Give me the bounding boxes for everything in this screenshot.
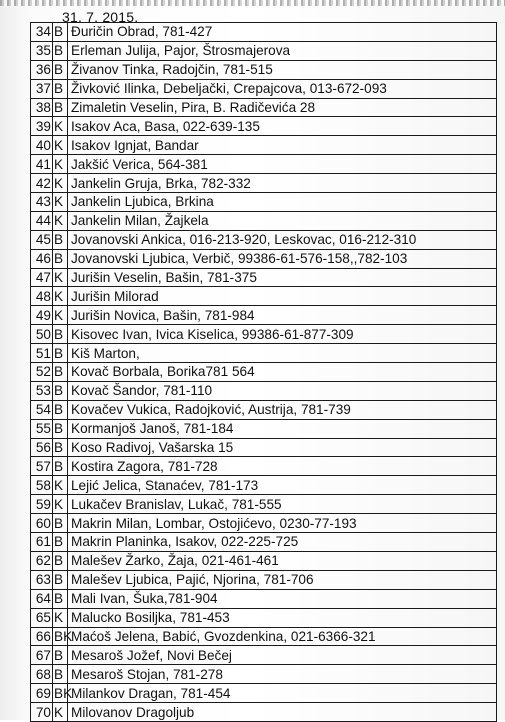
row-category: B: [53, 325, 68, 344]
row-category: B: [53, 230, 68, 249]
row-contact-info: Živković Ilinka, Debeljački, Crepajcova, 013-672-093: [68, 79, 497, 98]
row-category: K: [53, 136, 68, 155]
row-contact-info: Koso Radivoj, Vašarska 15: [68, 438, 497, 457]
row-contact-info: Lejić Jelica, Stanaćev, 781-173: [68, 476, 497, 495]
table-row: [31, 570, 497, 589]
row-number: 63: [31, 570, 53, 589]
table-row: [31, 589, 497, 608]
row-number: 53: [31, 381, 53, 400]
row-number: 58: [31, 476, 53, 495]
table-row: [31, 325, 497, 344]
row-number: 43: [31, 193, 53, 212]
row-category: B: [53, 79, 68, 98]
row-category: B: [53, 23, 68, 42]
table-row: [31, 193, 497, 212]
row-number: 66: [31, 627, 53, 646]
row-contact-info: Mali Ivan, Šuka,781-904: [68, 589, 497, 608]
table-row: [31, 155, 497, 174]
row-contact-info: Jankelin Ljubica, Brkina: [68, 193, 497, 212]
row-number: 64: [31, 589, 53, 608]
row-category: K: [53, 608, 68, 627]
row-number: 39: [31, 117, 53, 136]
row-category: K: [53, 495, 68, 514]
row-category: B: [53, 438, 68, 457]
row-category: B: [53, 570, 68, 589]
table-row: [31, 476, 497, 495]
row-contact-info: Mesaroš Stojan, 781-278: [68, 665, 497, 684]
row-contact-info: Makrin Planinka, Isakov, 022-225-725: [68, 533, 497, 552]
row-number: 65: [31, 608, 53, 627]
row-number: 68: [31, 665, 53, 684]
table-row: [31, 551, 497, 570]
row-category: B: [53, 60, 68, 79]
row-contact-info: Kovač Šandor, 781-110: [68, 381, 497, 400]
row-category: B: [53, 533, 68, 552]
scan-edge: [0, 0, 505, 6]
row-number: 47: [31, 268, 53, 287]
row-category: B: [53, 400, 68, 419]
contact-table-body: [31, 23, 497, 722]
row-number: 42: [31, 174, 53, 193]
row-contact-info: Malešev Žarko, Žaja, 021-461-461: [68, 551, 497, 570]
row-number: 35: [31, 41, 53, 60]
row-number: 46: [31, 249, 53, 268]
row-number: 60: [31, 514, 53, 533]
row-number: 48: [31, 287, 53, 306]
row-category: B: [53, 344, 68, 363]
row-category: K: [53, 174, 68, 193]
table-row: [31, 514, 497, 533]
row-category: K: [53, 117, 68, 136]
row-contact-info: Milovanov Dragoljub: [68, 703, 497, 722]
table-row: [31, 457, 497, 476]
row-category: B: [53, 665, 68, 684]
row-category: B: [53, 551, 68, 570]
table-row: [31, 174, 497, 193]
row-number: 54: [31, 400, 53, 419]
table-row: [31, 608, 497, 627]
row-category: BK: [54, 685, 73, 701]
row-number: 41: [31, 155, 53, 174]
row-category: K: [53, 476, 68, 495]
row-number: 44: [31, 211, 53, 230]
row-number: 34: [31, 23, 53, 42]
row-number: 40: [31, 136, 53, 155]
table-row: [31, 230, 497, 249]
table-row: [31, 400, 497, 419]
row-category: B: [53, 514, 68, 533]
row-category: B: [53, 249, 68, 268]
row-category: K: [53, 268, 68, 287]
row-contact-info: Milankov Dragan, 781-454: [68, 684, 497, 703]
table-row: [31, 41, 497, 60]
row-number: 59: [31, 495, 53, 514]
table-row: [31, 646, 497, 665]
row-number: 62: [31, 551, 53, 570]
table-row: [31, 23, 497, 42]
row-number: 61: [31, 533, 53, 552]
row-contact-info: Malucko Bosiljka, 781-453: [68, 608, 497, 627]
row-contact-info: Kostira Zagora, 781-728: [68, 457, 497, 476]
row-number: 50: [31, 325, 53, 344]
row-contact-info: Kovač Borbala, Borika781 564: [68, 363, 497, 382]
document-date: 31. 7. 2015.: [62, 9, 139, 25]
row-category: K: [53, 211, 68, 230]
row-contact-info: Mesaroš Jožef, Novi Bečej: [68, 646, 497, 665]
row-contact-info: Jurišin Milorad: [68, 287, 497, 306]
row-category: K: [53, 155, 68, 174]
row-contact-info: Jovanovski Ankica, 016-213-920, Leskovac, 016-212-310: [68, 230, 497, 249]
table-row: [31, 136, 497, 155]
row-contact-info: Zimaletin Veselin, Pira, B. Radičevića 28: [68, 98, 497, 117]
row-number: 55: [31, 419, 53, 438]
row-category: B: [53, 363, 68, 382]
table-row: [31, 703, 497, 722]
row-number: 36: [31, 60, 53, 79]
table-row: [31, 60, 497, 79]
row-number: 51: [31, 344, 53, 363]
row-number: 45: [31, 230, 53, 249]
row-category: B: [53, 381, 68, 400]
row-contact-info: Lukačev Branislav, Lukač, 781-555: [68, 495, 497, 514]
table-row: [31, 79, 497, 98]
row-category: K: [53, 703, 68, 722]
row-category: B: [53, 98, 68, 117]
table-row: [31, 627, 497, 646]
row-number: 57: [31, 457, 53, 476]
table-row: [31, 117, 497, 136]
table-row: [31, 533, 497, 552]
table-row: [31, 684, 497, 703]
row-contact-info: Isakov Aca, Basa, 022-639-135: [68, 117, 497, 136]
row-contact-info: Jurišin Novica, Bašin, 781-984: [68, 306, 497, 325]
row-contact-info: Kisovec Ivan, Ivica Kiselica, 99386-61-877-309: [68, 325, 497, 344]
row-contact-info: Živanov Tinka, Radojčin, 781-515: [68, 60, 497, 79]
row-contact-info: Makrin Milan, Lombar, Ostojićevo, 0230-77-193: [68, 514, 497, 533]
row-number: 69: [31, 684, 53, 703]
table-row: [31, 211, 497, 230]
row-number: 37: [31, 79, 53, 98]
row-contact-info: Jovanovski Ljubica, Verbič, 99386-61-576-158,,782-103: [68, 249, 497, 268]
row-category: B: [53, 41, 68, 60]
row-contact-info: Maćoš Jelena, Babić, Gvozdenkina, 021-6366-321: [68, 627, 497, 646]
row-number: 38: [31, 98, 53, 117]
row-category: B: [53, 589, 68, 608]
row-contact-info: Jankelin Gruja, Brka, 782-332: [68, 174, 497, 193]
row-contact-info: Kovačev Vukica, Radojković, Austrija, 781-739: [68, 400, 497, 419]
table-row: [31, 306, 497, 325]
row-number: 67: [31, 646, 53, 665]
row-number: 52: [31, 363, 53, 382]
row-category: BK: [54, 628, 73, 644]
row-category: K: [53, 306, 68, 325]
table-row: [31, 438, 497, 457]
row-contact-info: Đuričin Obrad, 781-427: [68, 23, 497, 42]
table-row: [31, 249, 497, 268]
table-row: [31, 419, 497, 438]
table-row: [31, 287, 497, 306]
table-row: [31, 268, 497, 287]
row-contact-info: Jakšić Verica, 564-381: [68, 155, 497, 174]
table-row: [31, 98, 497, 117]
row-contact-info: Erleman Julija, Pajor, Štrosmajerova: [68, 41, 497, 60]
row-contact-info: Kiš Marton,: [68, 344, 497, 363]
table-row: [31, 665, 497, 684]
row-contact-info: Kormanjoš Janoš, 781-184: [68, 419, 497, 438]
row-number: 70: [31, 703, 53, 722]
row-category: B: [53, 457, 68, 476]
row-contact-info: Isakov Ignjat, Bandar: [68, 136, 497, 155]
row-number: 56: [31, 438, 53, 457]
row-category: K: [53, 193, 68, 212]
row-category: B: [53, 419, 68, 438]
row-contact-info: Jankelin Milan, Žajkela: [68, 211, 497, 230]
table-row: [31, 344, 497, 363]
row-number: 49: [31, 306, 53, 325]
table-row: [31, 381, 497, 400]
table-row: [31, 495, 497, 514]
row-contact-info: Malešev Ljubica, Pajić, Njorina, 781-706: [68, 570, 497, 589]
table-row: [31, 363, 497, 382]
row-category: B: [53, 646, 68, 665]
contact-table: [30, 22, 497, 722]
row-contact-info: Jurišin Veselin, Bašin, 781-375: [68, 268, 497, 287]
row-category: K: [53, 287, 68, 306]
